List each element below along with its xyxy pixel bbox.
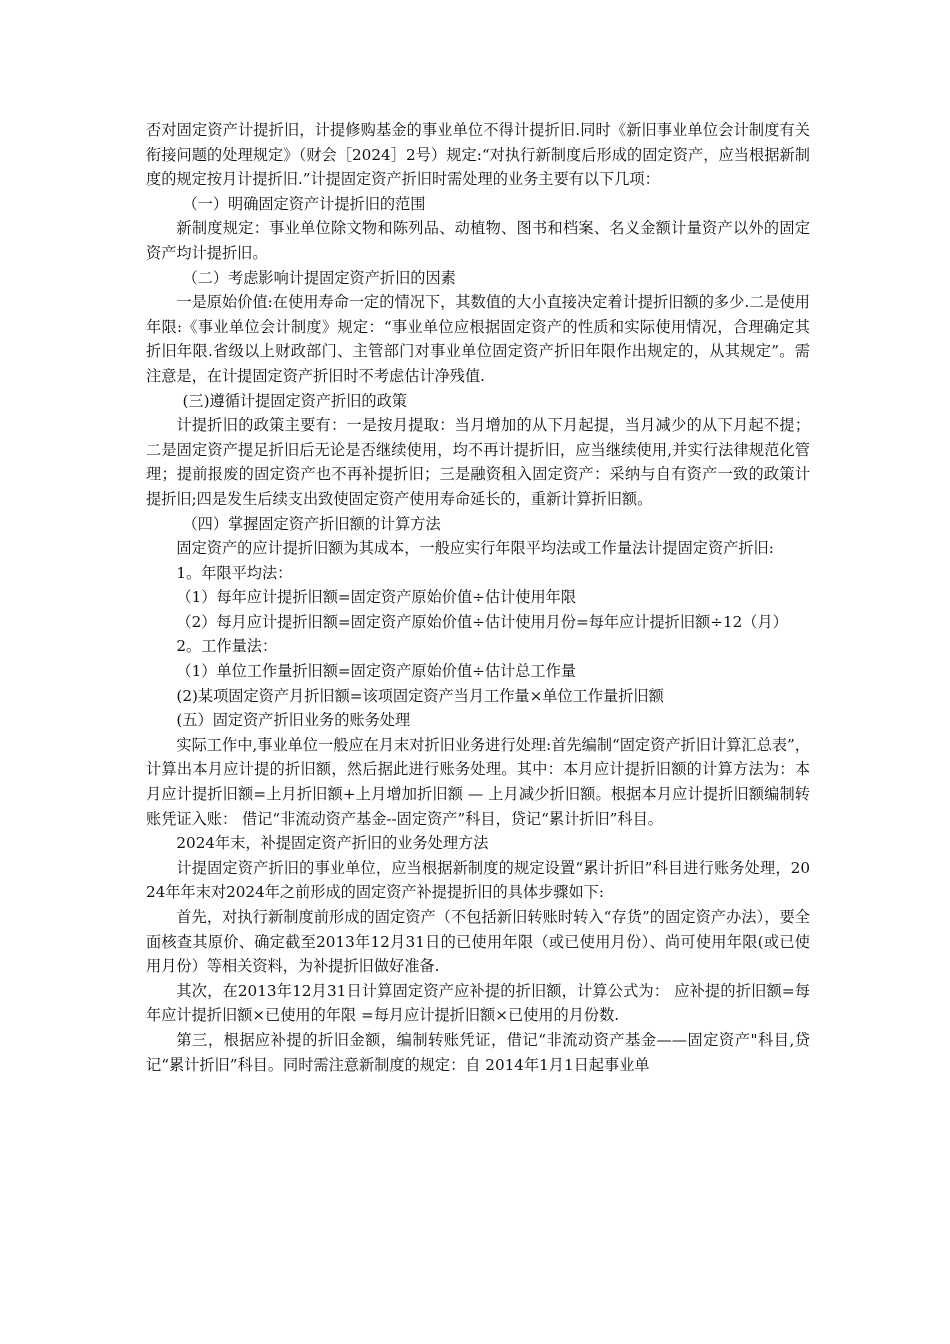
section-heading-2: （二）考虑影响计提固定资产折旧的因素 xyxy=(182,268,456,287)
paragraph: 新制度规定：事业单位除文物和陈列品、动植物、图书和档案、名义金额计量资产以外的固定资产均计提折旧。 xyxy=(146,219,810,262)
document-body xyxy=(146,118,810,1077)
paragraph-intro: 否对固定资产计提折旧，计提修购基金的事业单位不得计提折旧.同时《新旧事业单位会计制度有关衔接问题的处理规定》（财会［2024］2号）规定:“对执行新制度后形成的固定资产，应当根据新制度的规定按月计提折旧.”计提固定资产折旧时需处理的业务主要有以下几项： xyxy=(146,121,810,189)
paragraph: 计提固定资产折旧的事业单位，应当根据新制度的规定设置“累计折旧”科目进行账务处理，2024年年末对2024年之前形成的固定资产补提提折旧的具体步骤如下: xyxy=(146,858,810,902)
formula-line: （1）单位工作量折旧额=固定资产原始价值÷估计总工作量 xyxy=(176,662,577,681)
section-heading-1: （一）明确固定资产计提折旧的范围 xyxy=(182,194,426,213)
method-heading-2: 2。工作量法： xyxy=(176,637,278,656)
paragraph: 首先，对执行新制度前形成的固定资产（不包括新旧转账时转入“存货”的固定资产办法），要全面核查其原价、确定截至2013年12月31日的已使用年限（或已使用月份）、尚可使用年限(或已使用月份）等相关资料，为补提折旧做好准备. xyxy=(146,908,810,976)
paragraph: 其次，在2013年12月31日计算固定资产应补提的折旧额，计算公式为： 应补提的折旧额=每年应计提折旧额×已使用的年限 =每月应计提折旧额×已使用的月份数. xyxy=(146,981,810,1025)
paragraph: 一是原始价值:在使用寿命一定的情况下，其数值的大小直接决定着计提折旧额的多少.二是使用年限:《事业单位会计制度》规定：“事业单位应根据固定资产的性质和实际使用情况，合理确定其折旧年限.省级以上财政部门、主管部门对事业单位固定资产折旧年限作出规定的，从其规定”。需注意是，在计提固定资产折旧时不考虑估计净残值. xyxy=(146,293,810,385)
paragraph: 实际工作中,事业单位一般应在月末对折旧业务进行处理:首先编制“固定资产折旧计算汇总表”，计算出本月应计提的折旧额，然后据此进行账务处理。其中：本月应计提折旧额的计算方法为：本月应计提折旧额=上月折旧额+上月增加折旧额 — 上月减少折旧额。根据本月应计提折旧额编制转账凭证入账： 借记“非流动资产基金--固定资产”科目，贷记“累计折旧”科目。 xyxy=(146,735,810,828)
formula-line: （1）每年应计提折旧额=固定资产原始价值÷估计使用年限 xyxy=(176,588,577,607)
section-heading-5: (五）固定资产折旧业务的账务处理 xyxy=(176,711,411,730)
formula-line: （2）每月应计提折旧额=固定资产原始价值÷估计使用月份=每年应计提折旧额÷12（月） xyxy=(176,612,788,631)
section-heading-4: （四）掌握固定资产折旧额的计算方法 xyxy=(182,514,441,533)
paragraph: 第三，根据应补提的折旧金额，编制转账凭证，借记“非流动资产基金——固定资产"科目,贷记“累计折旧”科目。同时需注意新制度的规定：自 2014年1月1日起事业单 xyxy=(146,1030,810,1074)
formula-line: (2)某项固定资产月折旧额=该项固定资产当月工作量×单位工作量折旧额 xyxy=(176,686,664,705)
section-heading-3: (三)遵循计提固定资产折旧的政策 xyxy=(182,391,407,410)
paragraph: 固定资产的应计提折旧额为其成本，一般应实行年限平均法或工作量法计提固定资产折旧: xyxy=(176,539,774,558)
method-heading-1: 1。年限平均法： xyxy=(176,563,293,582)
paragraph: 计提折旧的政策主要有：一是按月提取：当月增加的从下月起提，当月减少的从下月起不提；二是固定资产提足折旧后无论是否继续使用，均不再计提折旧，应当继续使用,并实行法律规范化管理；提前报废的固定资产也不再补提折旧；三是融资租入固定资产：采纳与自有资产一致的政策计提折旧;四是发生后续支出致使固定资产使用寿命延长的，重新计算折旧额。 xyxy=(146,416,810,508)
section-heading-year-end: 2024年末，补提固定资产折旧的业务处理方法 xyxy=(176,834,489,853)
